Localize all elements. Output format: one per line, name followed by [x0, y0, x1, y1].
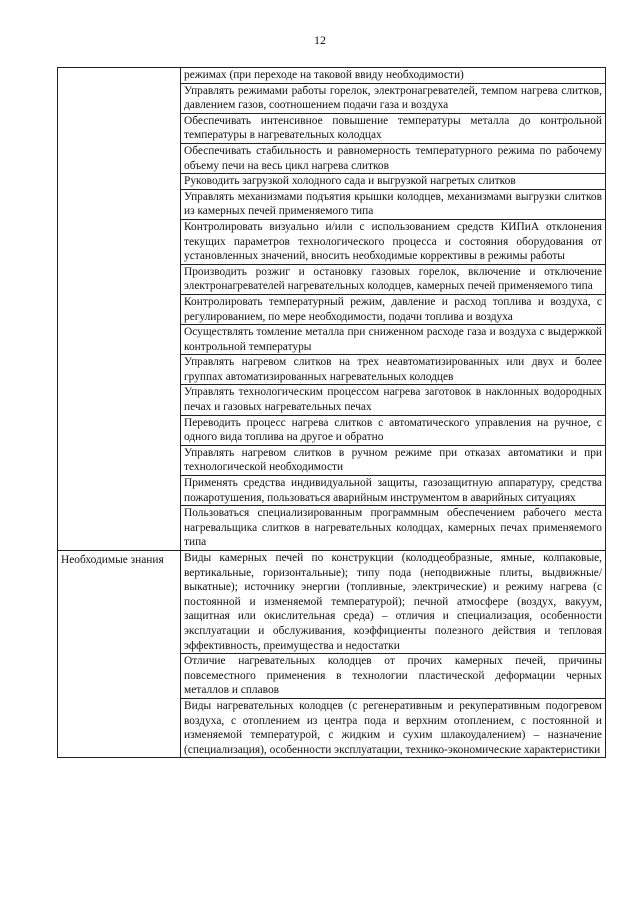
skills-item: Применять средства индивидуальной защиты, газозащитную аппаратуру, средства пожаротушения, пользоваться аварийным инструментом в аварийных ситуациях	[181, 476, 606, 506]
knowledge-item: Виды камерных печей по конструкции (колодцеобразные, ямные, колпаковые, вертикальные, горизонтальные); типу пода (неподвижные плиты, выдвижные/выкатные); источнику энергии (топливные, электрические) и режиму нагрева (с постоянной и изменяемой температурой); печной атмосфере (воздух, вакуум, защитная или окислительная среда) – отличия и специализация, особенности эксплуатации и обслуживания, коэффициенты полезного действия и тепловая эффективность, преимущества и недостатки	[181, 551, 606, 654]
knowledge-item: Отличие нагревательных колодцев от прочих камерных печей, причины повсеместного применения в технологии пластической деформации черных металлов и сплавов	[181, 654, 606, 699]
competency-table	[57, 67, 606, 758]
skills-item: Обеспечивать стабильность и равномерность температурного режима по рабочему объему печи на весь цикл нагрева слитков	[181, 143, 606, 173]
skills-item: Управлять нагревом слитков на трех неавтоматизированных или двух и более группах автоматизированных нагревательных колодцев	[181, 355, 606, 385]
skills-item: Руководить загрузкой холодного сада и выгрузкой нагретых слитков	[181, 174, 606, 190]
skills-item: Контролировать температурный режим, давление и расход топлива и воздуха, с регулированием, по мере необходимости, подачи топлива и воздуха	[181, 294, 606, 324]
skills-item: Управлять нагревом слитков в ручном режиме при отказах автоматики и при технологической необходимости	[181, 445, 606, 475]
skills-item: Управлять режимами работы горелок, электронагревателей, темпом нагрева слитков, давлением газов, соотношением подачи газа и воздуха	[181, 83, 606, 113]
skills-item: Контролировать визуально и/или с использованием средств КИПиА отклонения текущих параметров технологического процесса и состояния оборудования от установленных значений, вносить необходимые коррективы в режимы работы	[181, 219, 606, 264]
competency-table-body	[58, 68, 606, 758]
skills-label-cell	[58, 68, 181, 551]
skills-item: Пользоваться специализированным программным обеспечением рабочего места нагревальщика слитков в нагревательных колодцах, камерных печах применяемого типа	[181, 506, 606, 551]
skills-item: Управлять технологическим процессом нагрева заготовок в наклонных водородных печах и газовых нагревательных печах	[181, 385, 606, 415]
skills-item: Переводить процесс нагрева слитков с автоматического управления на ручное, с одного вида топлива на другое и обратно	[181, 415, 606, 445]
skills-row	[58, 68, 606, 84]
skills-item: Управлять механизмами подъятия крышки колодцев, механизмами выгрузки слитков из камерных печей применяемого типа	[181, 189, 606, 219]
skills-item: режимах (при переходе на таковой ввиду необходимости)	[181, 68, 606, 84]
skills-item: Обеспечивать интенсивное повышение температуры металла до контрольной температуры в нагревательных колодцах	[181, 113, 606, 143]
page-number: 12	[314, 33, 326, 47]
knowledge-item: Виды нагревательных колодцев (с регенеративным и рекуперативным подогревом воздуха, с отоплением из центра пода и верхним отоплением, с постоянной и изменяемой температурой, с жидким и сухим шлакоудалением) – назначение (специализация), особенности эксплуатации, технико-экономические характеристики	[181, 698, 606, 757]
knowledge-label-cell	[58, 551, 181, 758]
knowledge-row	[58, 551, 606, 654]
skills-item: Производить розжиг и остановку газовых горелок, включение и отключение электронагревателей нагревательных колодцев, камерных печей применяемого типа	[181, 264, 606, 294]
skills-item: Осуществлять томление металла при сниженном расходе газа и воздуха с выдержкой контрольной температуры	[181, 325, 606, 355]
knowledge-label: Необходимые знания	[61, 554, 164, 566]
